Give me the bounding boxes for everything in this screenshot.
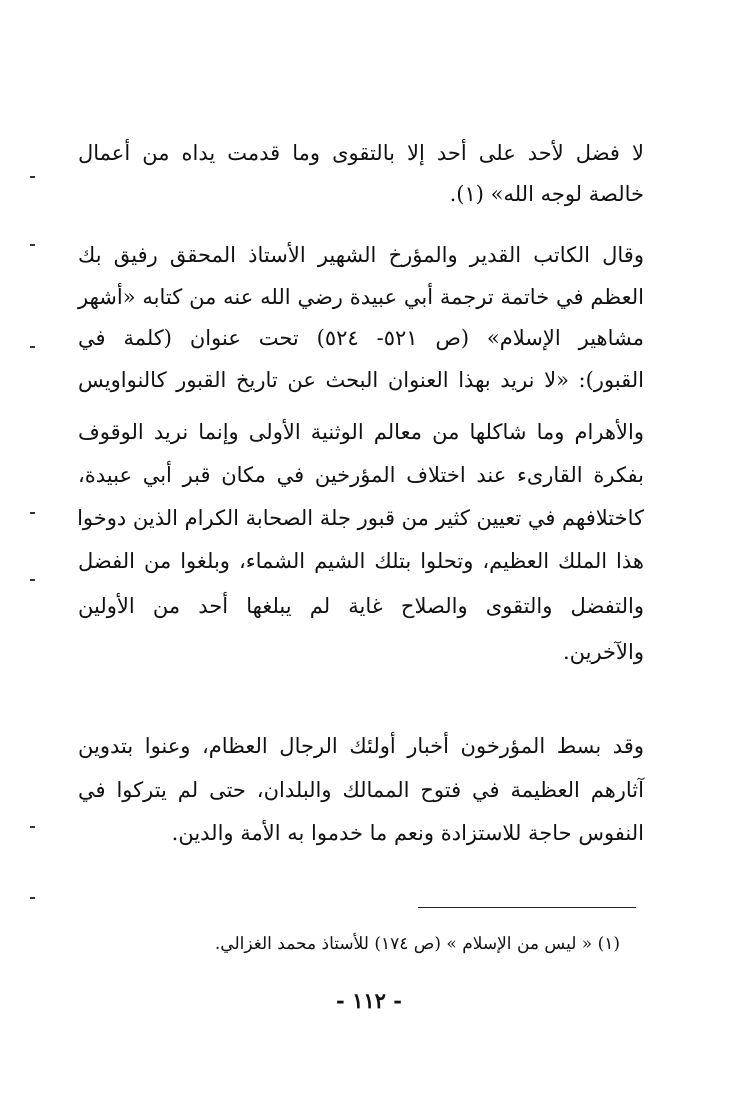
margin-tick xyxy=(30,512,35,514)
margin-tick xyxy=(30,897,35,899)
paragraph-1-line-2: خالصة لوجه الله» (١). xyxy=(449,182,644,206)
paragraph-2-line-4: القبور): «لا نريد بهذا العنوان البحث عن تاريخ القبور كالنواويس xyxy=(78,368,644,392)
margin-tick xyxy=(30,346,35,348)
margin-tick xyxy=(30,579,35,581)
margin-tick xyxy=(30,244,35,246)
paragraph-2-line-7: كاختلافهم في تعيين كثير من قبور جلة الصحابة الكرام الذين دوخوا xyxy=(77,506,644,530)
paragraph-2-line-10: والآخرين. xyxy=(562,640,644,664)
paragraph-3-line-1: وقد بسط المؤرخون أخبار أولئك الرجال العظام، وعنوا بتدوين xyxy=(78,734,644,758)
footnote-separator xyxy=(418,907,636,908)
paragraph-3-line-2: آثارهم العظيمة في فتوح الممالك والبلدان، حتى لم يتركوا في xyxy=(78,778,644,802)
paragraph-2-line-2: العظم في خاتمة ترجمة أبي عبيدة رضي الله عنه من كتابه «أشهر xyxy=(78,285,644,309)
margin-tick xyxy=(30,176,35,178)
paragraph-3-line-3: النفوس حاجة للاستزادة ونعم ما خدموا به الأمة والدين. xyxy=(171,821,644,845)
footnote: (١) « ليس من الإسلام » (ص ١٧٤) للأستاذ محمد الغزالي. xyxy=(214,934,620,954)
margin-tick xyxy=(30,826,35,828)
paragraph-2-line-6: بفكرة القارىء عند اختلاف المؤرخين في مكان قبر أبي عبيدة، xyxy=(78,463,644,487)
paragraph-1-line-1: لا فضل لأحد على أحد إلا بالتقوى وما قدمت يداه من أعمال xyxy=(78,141,644,165)
paragraph-2-line-3: مشاهير الإسلام» (ص ٥٢١- ٥٢٤) تحت عنوان (كلمة في xyxy=(78,326,644,350)
page-number: - ١١٢ - xyxy=(336,988,402,1013)
paragraph-2-line-1: وقال الكاتب القدير والمؤرخ الشهير الأستاذ المحقق رفيق بك xyxy=(78,243,644,267)
paragraph-2-line-8: هذا الملك العظيم، وتحلوا بتلك الشيم الشماء، وبلغوا من الفضل xyxy=(78,549,644,573)
paragraph-2-line-9: والتفضل والتقوى والصلاح غاية لم يبلغها أحد من الأولين xyxy=(78,594,644,618)
paragraph-2-line-5: والأهرام وما شاكلها من معالم الوثنية الأولى وإنما نريد الوقوف xyxy=(78,420,644,444)
